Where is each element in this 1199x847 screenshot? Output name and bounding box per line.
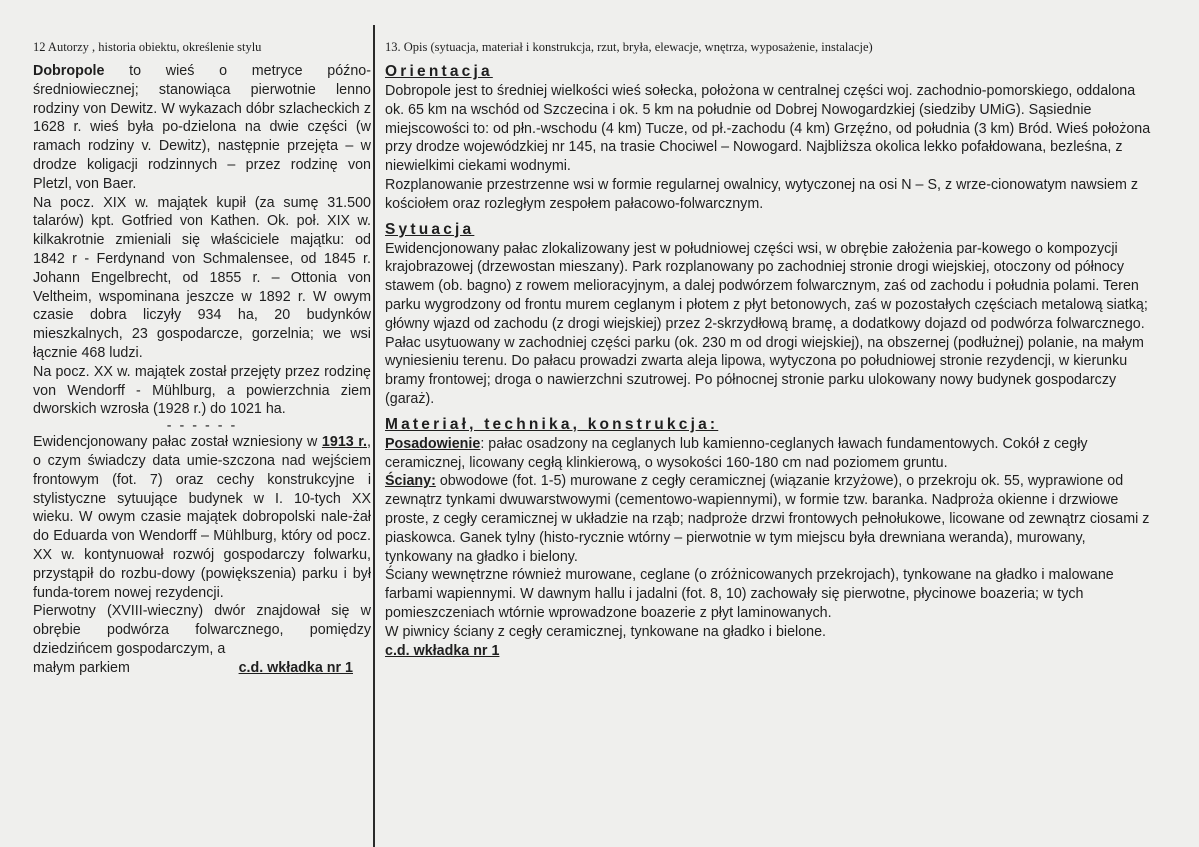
section-title-orientacja: Orientacja [385, 63, 493, 80]
construction-date: 1913 r. [321, 434, 368, 451]
left-paragraph-1: Dobropole to wieś o metryce późno-średniowiecznej; stanowiąca pierwotnie lenno rodziny von Dewitz. W wykazach dóbr szlacheckich z 1628 r. wieś była po-dzielona na dwie części (w ramach rodziny v. Dewitz), następnie przejęta – w drodze koligacji rodzinnych – przez rodzinę von Pletzl, von Baer. [33, 63, 371, 192]
section-title-material: Materiał, technika, konstrukcja: [385, 415, 719, 433]
left-last-line: małym parkiem c.d. wkładka nr 1 [33, 659, 353, 676]
left-column [33, 40, 371, 678]
left-paragraph-4: Ewidencjonowany pałac został wzniesiony w 1913 r., o czym świadczy data umie-szczona nad wejściem frontowym (fot. 7) oraz cechy konstrukcyjne i stylistyczne sytuujące budynek w I. 10-tych XX wieku. W owym czasie majątek dobropolski nale-żał do Eduarda von Wendorff – Mühlburg, który od pocz. XX w. kontynuował rozwój gospodarczy folwarku, przystąpił do rozbu-dowy (powiększenia) parku i był funda-torem nowej rezydencji. [33, 434, 371, 601]
orientacja-paragraph-1: Dobropole jest to średniej wielkości wieś sołecka, położona w centralnej części woj. zachodnio-pomorskiego, oddalona ok. 65 km na wschód od Szczecina i ok. 5 km na południe od Dobrej Nowogardzkiej (siedziby UMiG). Sąsiednie miejscowości to: od płn.-wschodu (4 km) Tucze, od pł.-zachodu (4 km) Grzęźno, od południa (3 km) Bród. Wieś położona przy drodze wojewódzkiej nr 145, na trasie Chociwel – Nowogard. Najbliższa okolica lekko pofałdowana, bezleśna, z niewielkimi ciekami wodnymi. [385, 83, 1151, 175]
column-divider [373, 25, 375, 847]
posadowienie-label: Posadowienie [385, 435, 481, 452]
sciany-label: Ściany: [385, 473, 436, 490]
continued-note: c.d. wkładka nr 1 [238, 659, 353, 676]
sciany-paragraph-1: Ściany: obwodowe (fot. 1-5) murowane z cegły ceramicznej (wiązanie krzyżowe), o przekroju ok. 55, wyprawione od zewnątrz tynkami dwuwarstwowymi (cementowo-wapiennymi), w formie tzw. baranka. Nadproża okienne i drzwiowe proste, z cegły ceramicznej w układzie na rząb; nadproże drzwi frontowych pełnołukowe, licowane od zewnątrz ciosami z piaskowca. Ganek tylny (histo-rycznie wtórny – pierwotnie w tym miejscu była drewniana weranda), murowany, tynkowany na gładko i bielony. [385, 473, 1150, 565]
right-column [385, 40, 1155, 660]
continued-note-right: c.d. wkładka nr 1 [385, 642, 500, 659]
sciany-paragraph-2: Ściany wewnętrzne również murowane, ceglane (o zróżnicowanych przekrojach), tynkowane na gładko i malowane farbami wapiennymi. W dawnym hallu i jadalni (fot. 8, 10) zachowały się pierwotne, płycinowe boazeria; w tych pomieszczeniach wtórnie wprowadzone boazerie z płyt laminowanych. [385, 567, 1114, 621]
right-header: 13. Opis (sytuacja, materiał i konstrukcja, rzut, bryła, elewacje, wnętrza, wyposażenie, instalacje) [385, 40, 873, 54]
left-paragraph-3: Na pocz. XX w. majątek został przejęty przez rodzinę von Wendorff - Mühlburg, a powierzchnia ziem dworskich wzrosła (1928 r.) do 1021 ha. [33, 363, 371, 418]
left-paragraph-5: Pierwotny (XVIII-wieczny) dwór znajdował się w obrębie podwórza folwarcznego, pomiędzy dziedzińcem gospodarczym, a [33, 603, 371, 657]
left-paragraph-2: Na pocz. XIX w. majątek kupił (za sumę 31.500 talarów) kpt. Gotfried von Kathen. Ok. poł. XIX w. kilkakrotnie zmieniali się właściciele majątku: od 1842 r - Ferdynand von Schmalensee, od 1845 r. Johann Engelbrecht, od 1855 r. – Ottonia von Veltheim, wspominana jeszcze w 1892 r. W owym czasie dobra liczyły 934 ha, 20 budynków mieszkalnych, 23 gospodarcze, gorzelnia; we wsi łącznie 468 ludzi. [33, 194, 371, 361]
posadowienie-paragraph: Posadowienie: pałac osadzony na ceglanych lub kamienno-ceglanych ławach fundamentowych. Cokół z cegły ceramicznej, licowany cegłą klinkierową, o wysokości 160-180 cm nad poziomem gruntu. [385, 435, 1088, 471]
sciany-paragraph-3: W piwnicy ściany z cegły ceramicznej, tynkowane na gładko i bielone. [385, 623, 827, 640]
section-title-sytuacja: Sytuacja [385, 220, 475, 238]
village-name: Dobropole [33, 63, 105, 79]
orientacja-paragraph-2: Rozplanowanie przestrzenne wsi w formie regularnej owalnicy, wytyczonej na osi N – S, z wrze-cionowatym nawsiem z kościołem oraz rozległym zespołem pałacowo-folwarcznym. [385, 176, 1139, 212]
sytuacja-paragraph-2: Pałac usytuowany w zachodniej części parku (ok. 230 m od drogi wiejskiej), na obszernej (podłużnej) polanie, na małym wyniesieniu terenu. Do pałacu prowadzi zwarta aleja lipowa, wytyczona po południowej stronie rezydencji, w kierunku bramy frontowej; droga o nawierzchni szutrowej. Po północnej stronie parku ulokowany nowy budynek gospodarczy (garaż). [385, 334, 1144, 407]
separator-dashes: - - - - - - [166, 418, 238, 435]
sytuacja-paragraph-1: Ewidencjonowany pałac zlokalizowany jest w południowej części wsi, w obrębie założenia par-kowego o kompozycji krajobrazowej (drzewostan mieszany). Park rozplanowany po zachodniej stronie drogi wiejskiej, otoczony od północy stawem (ob. bagno) z rowem melioracyjnym, a dalej podwórzem folwarcznym, zaś od zachodu i południa polami. Teren parku wygrodzony od frontu murem ceglanym i płotem z płyt betonowych, zaś w pozostałych częściach metalową siatką; główny wjazd od zachodu (z drogi wiejskiej) przez 2-skrzydłową bramę, a dodatkowy dojazd od podwórza folwarcznego. [385, 240, 1148, 332]
left-header: 12 Autorzy , historia obiektu, określenie stylu [33, 40, 262, 54]
